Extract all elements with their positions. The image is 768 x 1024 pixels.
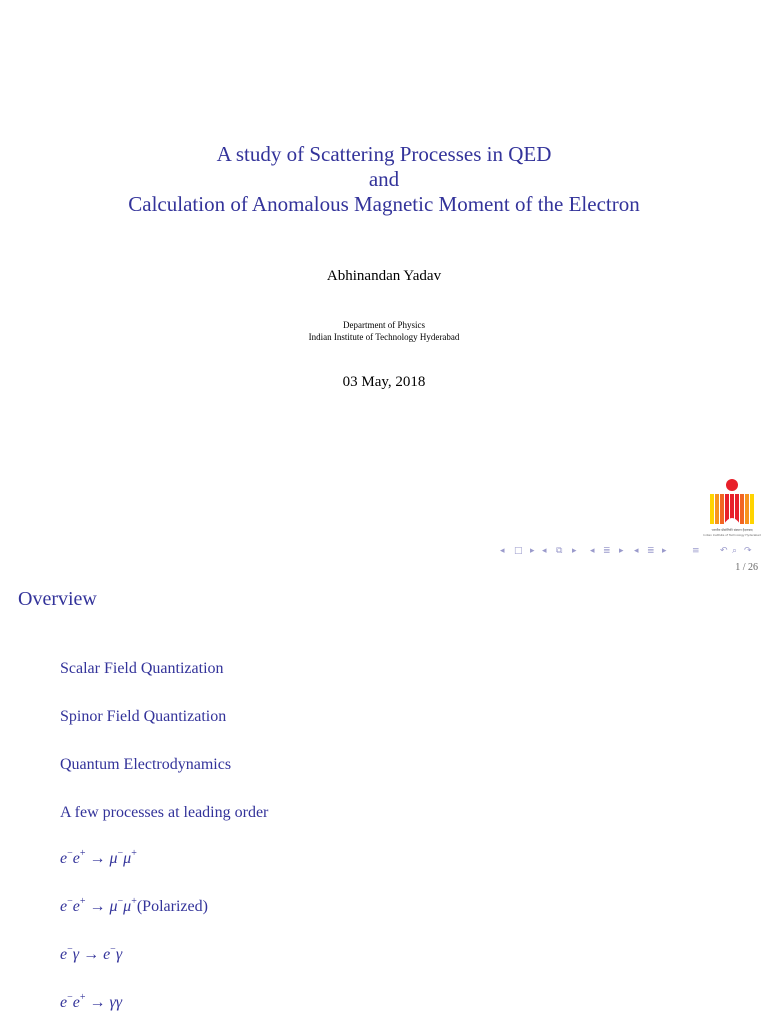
logo-hindi-text: भारतीय प्रौद्योगिकी संस्थान हैदराबाद <box>711 528 753 532</box>
list-item: Spinor Field Quantization <box>60 708 227 725</box>
list-item: A few processes at leading order <box>60 804 269 821</box>
page-number: 1 / 26 <box>735 562 758 573</box>
next-frame-icon[interactable]: ▸ <box>530 546 535 556</box>
subsection-icon[interactable]: ⧉ <box>556 546 563 556</box>
overview-title: Overview <box>18 588 97 610</box>
list-item: Scalar Field Quantization <box>60 660 224 677</box>
iith-logo <box>700 476 764 540</box>
frame-icon[interactable]: □ <box>514 546 523 556</box>
align-icon[interactable]: ≡ <box>692 546 700 556</box>
title-line-1: A study of Scattering Processes in QED <box>216 142 552 166</box>
list-item: Quantum Electrodynamics <box>60 756 232 773</box>
title-line-2: and <box>368 167 400 191</box>
presentation-title <box>0 142 768 217</box>
forward-icon[interactable]: ↷ <box>744 546 752 556</box>
process-ee-mumu-polarized: e−e+ → μ−μ+(Polarized) <box>60 896 208 915</box>
polarized-label: (Polarized) <box>136 898 208 915</box>
process-pair-annihilation: e−e+ → γγ <box>60 992 123 1011</box>
department-name: Department of Physics <box>343 320 425 330</box>
search-icon[interactable]: ⌕ <box>732 546 738 556</box>
prev-frame-icon[interactable]: ◂ <box>500 546 505 556</box>
institute-block <box>0 319 768 343</box>
title-line-3: Calculation of Anomalous Magnetic Moment of the Electron <box>128 192 640 216</box>
next-subsection-icon[interactable]: ▸ <box>572 546 577 556</box>
prev-section-icon[interactable]: ◂ <box>590 546 595 556</box>
process-compton: e−γ → e−γ <box>60 944 123 963</box>
author-name: Abhinandan Yadav <box>326 268 442 284</box>
next-section-icon[interactable]: ▸ <box>619 546 624 556</box>
back-icon[interactable]: ↶ <box>720 546 728 556</box>
process-ee-mumu: e−e+ → μ−μ+ <box>60 848 137 867</box>
presentation-date: 03 May, 2018 <box>342 374 426 390</box>
prev-subsection-icon[interactable]: ◂ <box>542 546 547 556</box>
institute-name: Indian Institute of Technology Hyderabad <box>308 332 460 342</box>
logo-english-text: Indian Institute of Technology Hyderabad <box>703 533 761 537</box>
prev-document-icon[interactable]: ◂ <box>634 546 639 556</box>
document-icon[interactable]: ≣ <box>647 546 655 556</box>
beamer-navigation-bar <box>500 544 764 558</box>
section-icon[interactable]: ≣ <box>603 546 611 556</box>
next-document-icon[interactable]: ▸ <box>662 546 667 556</box>
